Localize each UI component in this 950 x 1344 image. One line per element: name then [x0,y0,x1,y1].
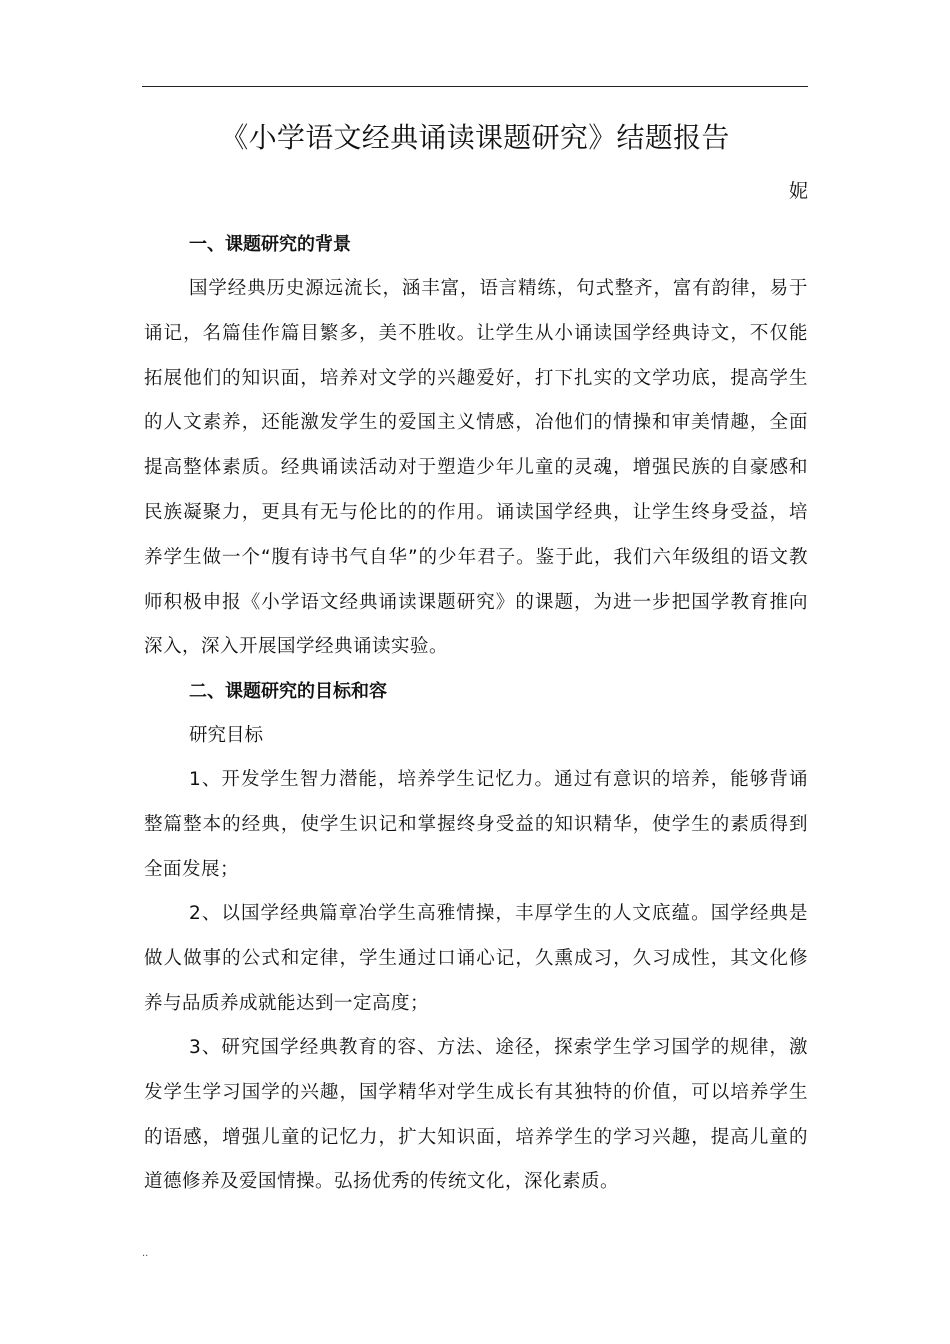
header-rule [142,86,808,87]
background-paragraph-block [144,267,808,670]
goal-item-1: 1、开发学生智力潜能，培养学生记忆力。通过有意识的培养，能够背诵整篇整本的经典，使学生识记和掌握终身受益的知识精华，使学生的素质得到全面发展； [144,769,808,880]
goal-item-2: 2、以国学经典篇章冶学生高雅情操，丰厚学生的人文底蕴。国学经典是做人做事的公式和定律，学生通过口诵心记，久熏成习，久习成性，其文化修养与品质养成就能达到一定高度； [144,903,808,1014]
section-heading-background: 一、课题研究的背景 [189,234,351,255]
author-name: 妮 [788,180,808,202]
goal-item-1-block [144,758,808,892]
goal-item-3: 3、研究国学经典教育的容、方法、途径，探索学生学习国学的规律，激发学生学习国学的兴趣，国学精华对学生成长有其独特的价值，可以培养学生的语感，增强儿童的记忆力，扩大知识面，培养学生的学习兴趣，提高儿童的道德修养及爱国情操。弘扬优秀的传统文化，深化素质。 [144,1037,808,1193]
background-paragraph: 国学经典历史源远流长，涵丰富，语言精练，句式整齐，富有韵律，易于诵记，名篇佳作篇目繁多，美不胜收。让学生从小诵读国学经典诗文，不仅能拓展他们的知识面，培养对文学的兴趣爱好，打下扎实的文学功底，提高学生的人文素养，还能激发学生的爱国主义情感，冶他们的情操和审美情趣，全面提高整体素质。经典诵读活动对于塑造少年儿童的灵魂，增强民族的自豪感和民族凝聚力，更具有无与伦比的的作用。诵读国学经典，让学生终身受益，培养学生做一个“腹有诗书气自华”的少年君子。鉴于此，我们六年级组的语文教师积极申报《小学语文经典诵读课题研究》的课题，为进一步把国学教育推向深入，深入开展国学经典诵读实验。 [144,278,808,658]
subheading-research-goals: 研究目标 [189,725,264,746]
document-title: 《小学语文经典诵读课题研究》结题报告 [220,121,730,154]
page-footer-mark: .. [142,1248,149,1259]
goal-item-3-block [144,1026,808,1205]
section-heading-goals: 二、课题研究的目标和容 [189,681,387,702]
goal-item-2-block [144,892,808,1026]
